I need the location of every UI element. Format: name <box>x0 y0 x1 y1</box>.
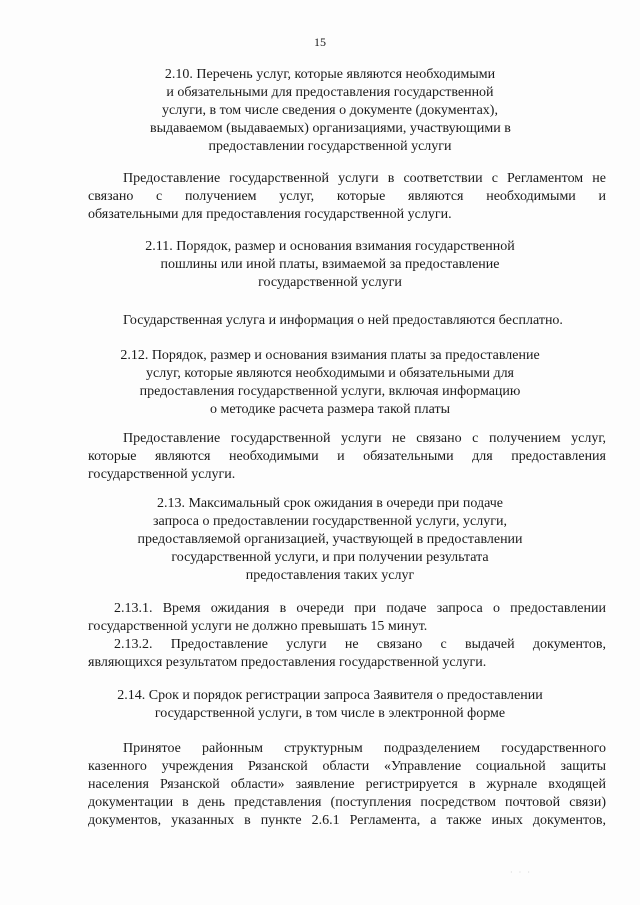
section-paragraph-2-10 <box>88 170 606 224</box>
paragraph-line: населения Рязанской области» заявление регистрируется в журнале входящей <box>88 777 606 792</box>
section-heading-2-11 <box>130 238 530 292</box>
paragraph-line: связано с получением услуг, которые являются необходимыми и <box>88 189 606 204</box>
section-paragraph-2-13 <box>88 600 606 672</box>
heading-line: государственной услуги, и при получении результата <box>171 550 489 565</box>
heading-line: 2.10. Перечень услуг, которые являются необходимыми <box>164 67 496 82</box>
scan-artifact: · · · <box>510 868 532 877</box>
paragraph-line: Предоставление государственной услуги не связано с получением услуг, <box>123 431 606 446</box>
section-heading-2-10 <box>150 66 510 156</box>
heading-line: 2.13. Максимальный срок ожидания в очереди при подаче <box>156 496 504 511</box>
heading-line: предоставления таких услуг <box>245 568 415 583</box>
section-heading-2-14 <box>105 687 555 723</box>
paragraph-line: Государственная услуга и информация о ней предоставляются бесплатно. <box>123 313 563 328</box>
section-paragraph-2-14 <box>88 740 606 830</box>
heading-line: предоставляемой организацией, участвующей в предоставлении <box>137 532 523 547</box>
paragraph-line: являющихся результатом предоставления государственной услуги. <box>88 655 487 670</box>
heading-line: о методике расчета размера такой платы <box>209 402 451 417</box>
heading-line: запроса о предоставлении государственной услуги, услуги, <box>153 514 507 529</box>
paragraph-line: Принятое районным структурным подразделением государственного <box>123 741 606 756</box>
section-heading-2-13 <box>130 495 530 585</box>
heading-line: государственной услуги, в том числе в электронной форме <box>154 706 506 721</box>
heading-line: услуги, в том числе сведения о документе (документах), <box>162 103 498 118</box>
heading-line: и обязательными для предоставления государственной <box>166 85 494 100</box>
paragraph-line: документов, указанных в пункте 2.6.1 Регламента, а также иных документов, <box>88 813 606 828</box>
section-paragraph-2-12 <box>88 430 606 484</box>
paragraph-line: государственной услуги не должно превышать 15 минут. <box>88 619 428 634</box>
paragraph-line: 2.13.1. Время ожидания в очереди при подаче запроса о предоставлении <box>114 601 606 616</box>
heading-line: 2.14. Срок и порядок регистрации запроса Заявителя о предоставлении <box>117 688 543 703</box>
heading-line: предоставлении государственной услуги <box>208 139 452 154</box>
paragraph-line: государственной услуги. <box>88 467 236 482</box>
paragraph-line: которые являются необходимыми и обязательными для предоставления <box>88 449 606 464</box>
heading-line: государственной услуги <box>258 275 402 290</box>
paragraph-line: обязательными для предоставления государственной услуги. <box>88 207 452 222</box>
heading-line: выдаваемом (выдаваемых) организациями, участвующими в <box>150 121 511 136</box>
page-number: 15 <box>314 35 326 49</box>
paragraph-line: 2.13.2. Предоставление услуги не связано с выдачей документов, <box>114 637 606 652</box>
heading-line: 2.11. Порядок, размер и основания взимания государственной <box>145 239 515 254</box>
heading-line: пошлины или иной платы, взимаемой за предоставление <box>160 257 500 272</box>
paragraph-line: документации в день представления (поступления посредством почтовой связи) <box>88 795 606 810</box>
paragraph-line: казенного учреждения Рязанской области «Управление социальной защиты <box>88 759 606 774</box>
paragraph-line: Предоставление государственной услуги в соответствии с Регламентом не <box>123 171 606 186</box>
section-heading-2-12 <box>120 347 540 419</box>
section-paragraph-2-11 <box>88 312 606 330</box>
heading-line: услуг, которые являются необходимыми и обязательными для <box>145 366 514 381</box>
heading-line: 2.12. Порядок, размер и основания взимания платы за предоставление <box>120 348 540 363</box>
heading-line: предоставления государственной услуги, включая информацию <box>139 384 521 399</box>
